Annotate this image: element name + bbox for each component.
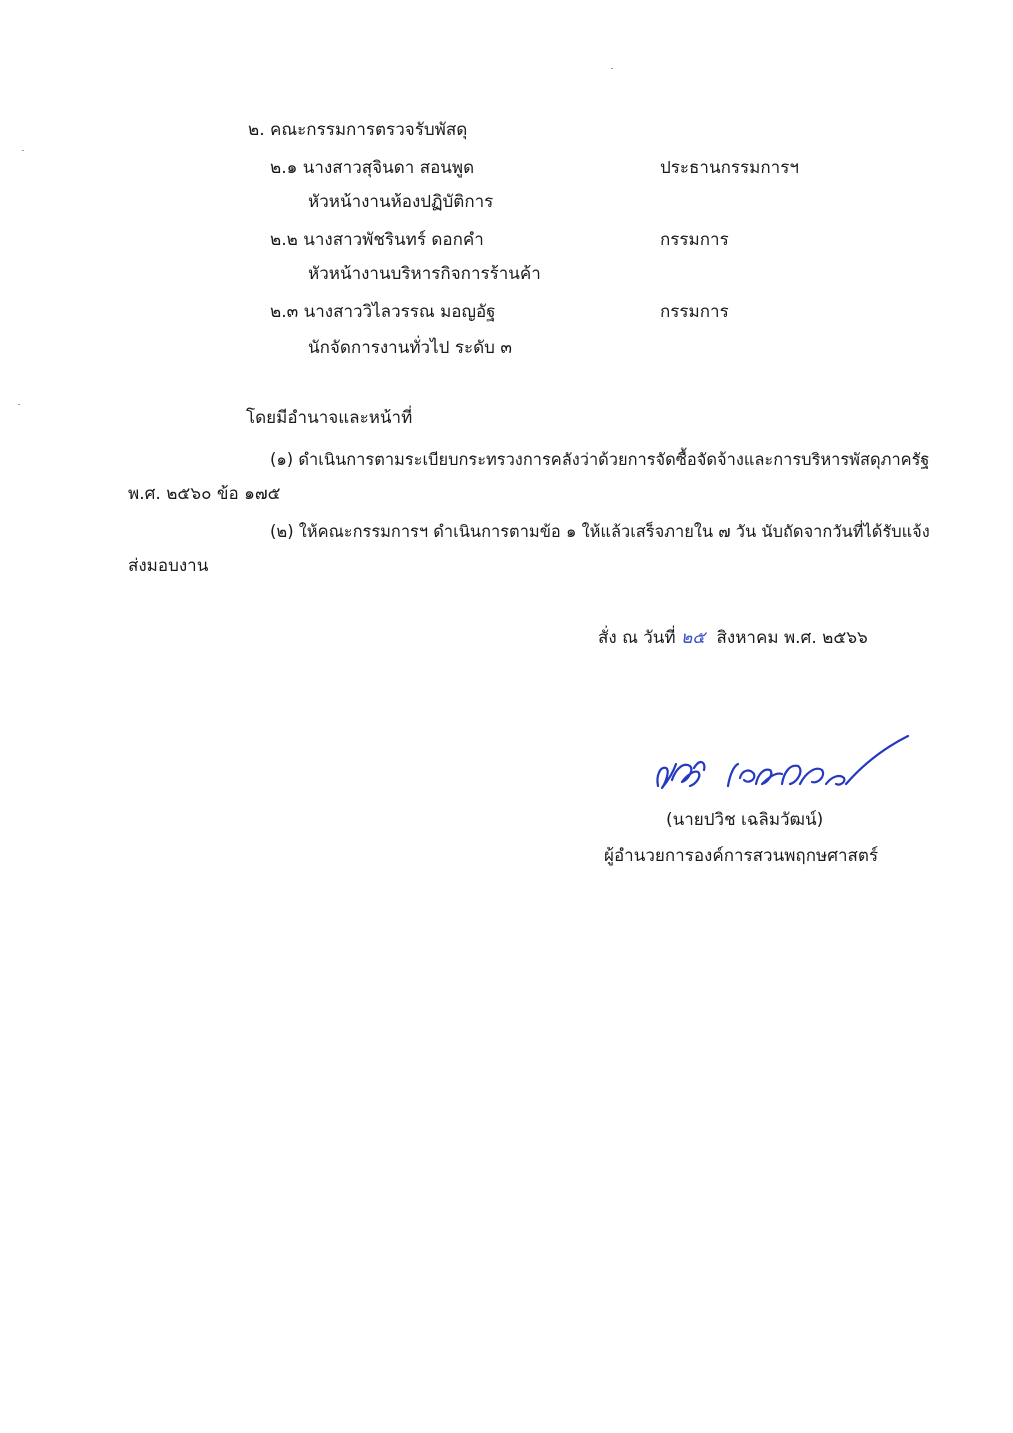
duty-2-line-2: ส่งมอบงาน (128, 556, 209, 576)
order-date-month-year: สิงหาคม พ.ศ. ๒๕๖๖ (716, 628, 868, 648)
duty-1-line-1: (๑) ดำเนินการตามระเบียบกระทรวงการคลังว่าด้วยการจัดซื้อจัดจ้างและการบริหารพัสดุภาครัฐ (270, 450, 930, 469)
member-1-role: ประธานกรรมการฯ (660, 158, 799, 178)
scan-speck (22, 150, 24, 151)
member-2-role: กรรมการ (660, 230, 729, 250)
member-2-name: ๒.๒ นางสาวพัชรินทร์ ดอกคำ (270, 230, 484, 250)
member-3-name: ๒.๓ นางสาววิไลวรรณ มอญอัฐ (270, 302, 496, 322)
member-2-position: หัวหน้างานบริหารกิจการร้านค้า (308, 264, 541, 284)
handwritten-signature (650, 728, 912, 808)
scan-speck (611, 68, 613, 69)
member-3-position: นักจัดการงานทั่วไป ระดับ ๓ (308, 338, 512, 358)
member-3-role: กรรมการ (660, 302, 729, 322)
signatory-name: (นายปวิช เฉลิมวัฒน์) (666, 810, 824, 830)
order-date (598, 630, 868, 647)
duties-heading: โดยมีอำนาจและหน้าที่ (246, 408, 413, 428)
member-1-position: หัวหน้างานห้องปฏิบัติการ (308, 192, 494, 212)
section-heading: ๒. คณะกรรมการตรวจรับพัสดุ (248, 120, 468, 140)
duty-1-line-2: พ.ศ. ๒๕๖๐ ข้อ ๑๗๕ (128, 484, 281, 504)
duty-2-line-1: (๒) ให้คณะกรรมการฯ ดำเนินการตามข้อ ๑ ให้แล้วเสร็จภายใน ๗ วัน นับถัดจากวันที่ได้รับแจ้ง (270, 522, 930, 541)
order-date-prefix: สั่ง ณ วันที่ (598, 628, 676, 648)
order-date-day: ๒๕ (681, 628, 706, 648)
member-1-name: ๒.๑ นางสาวสุจินดา สอนพูด (270, 158, 475, 178)
scan-speck (18, 404, 20, 405)
signatory-title: ผู้อำนวยการองค์การสวนพฤกษศาสตร์ (604, 846, 879, 866)
